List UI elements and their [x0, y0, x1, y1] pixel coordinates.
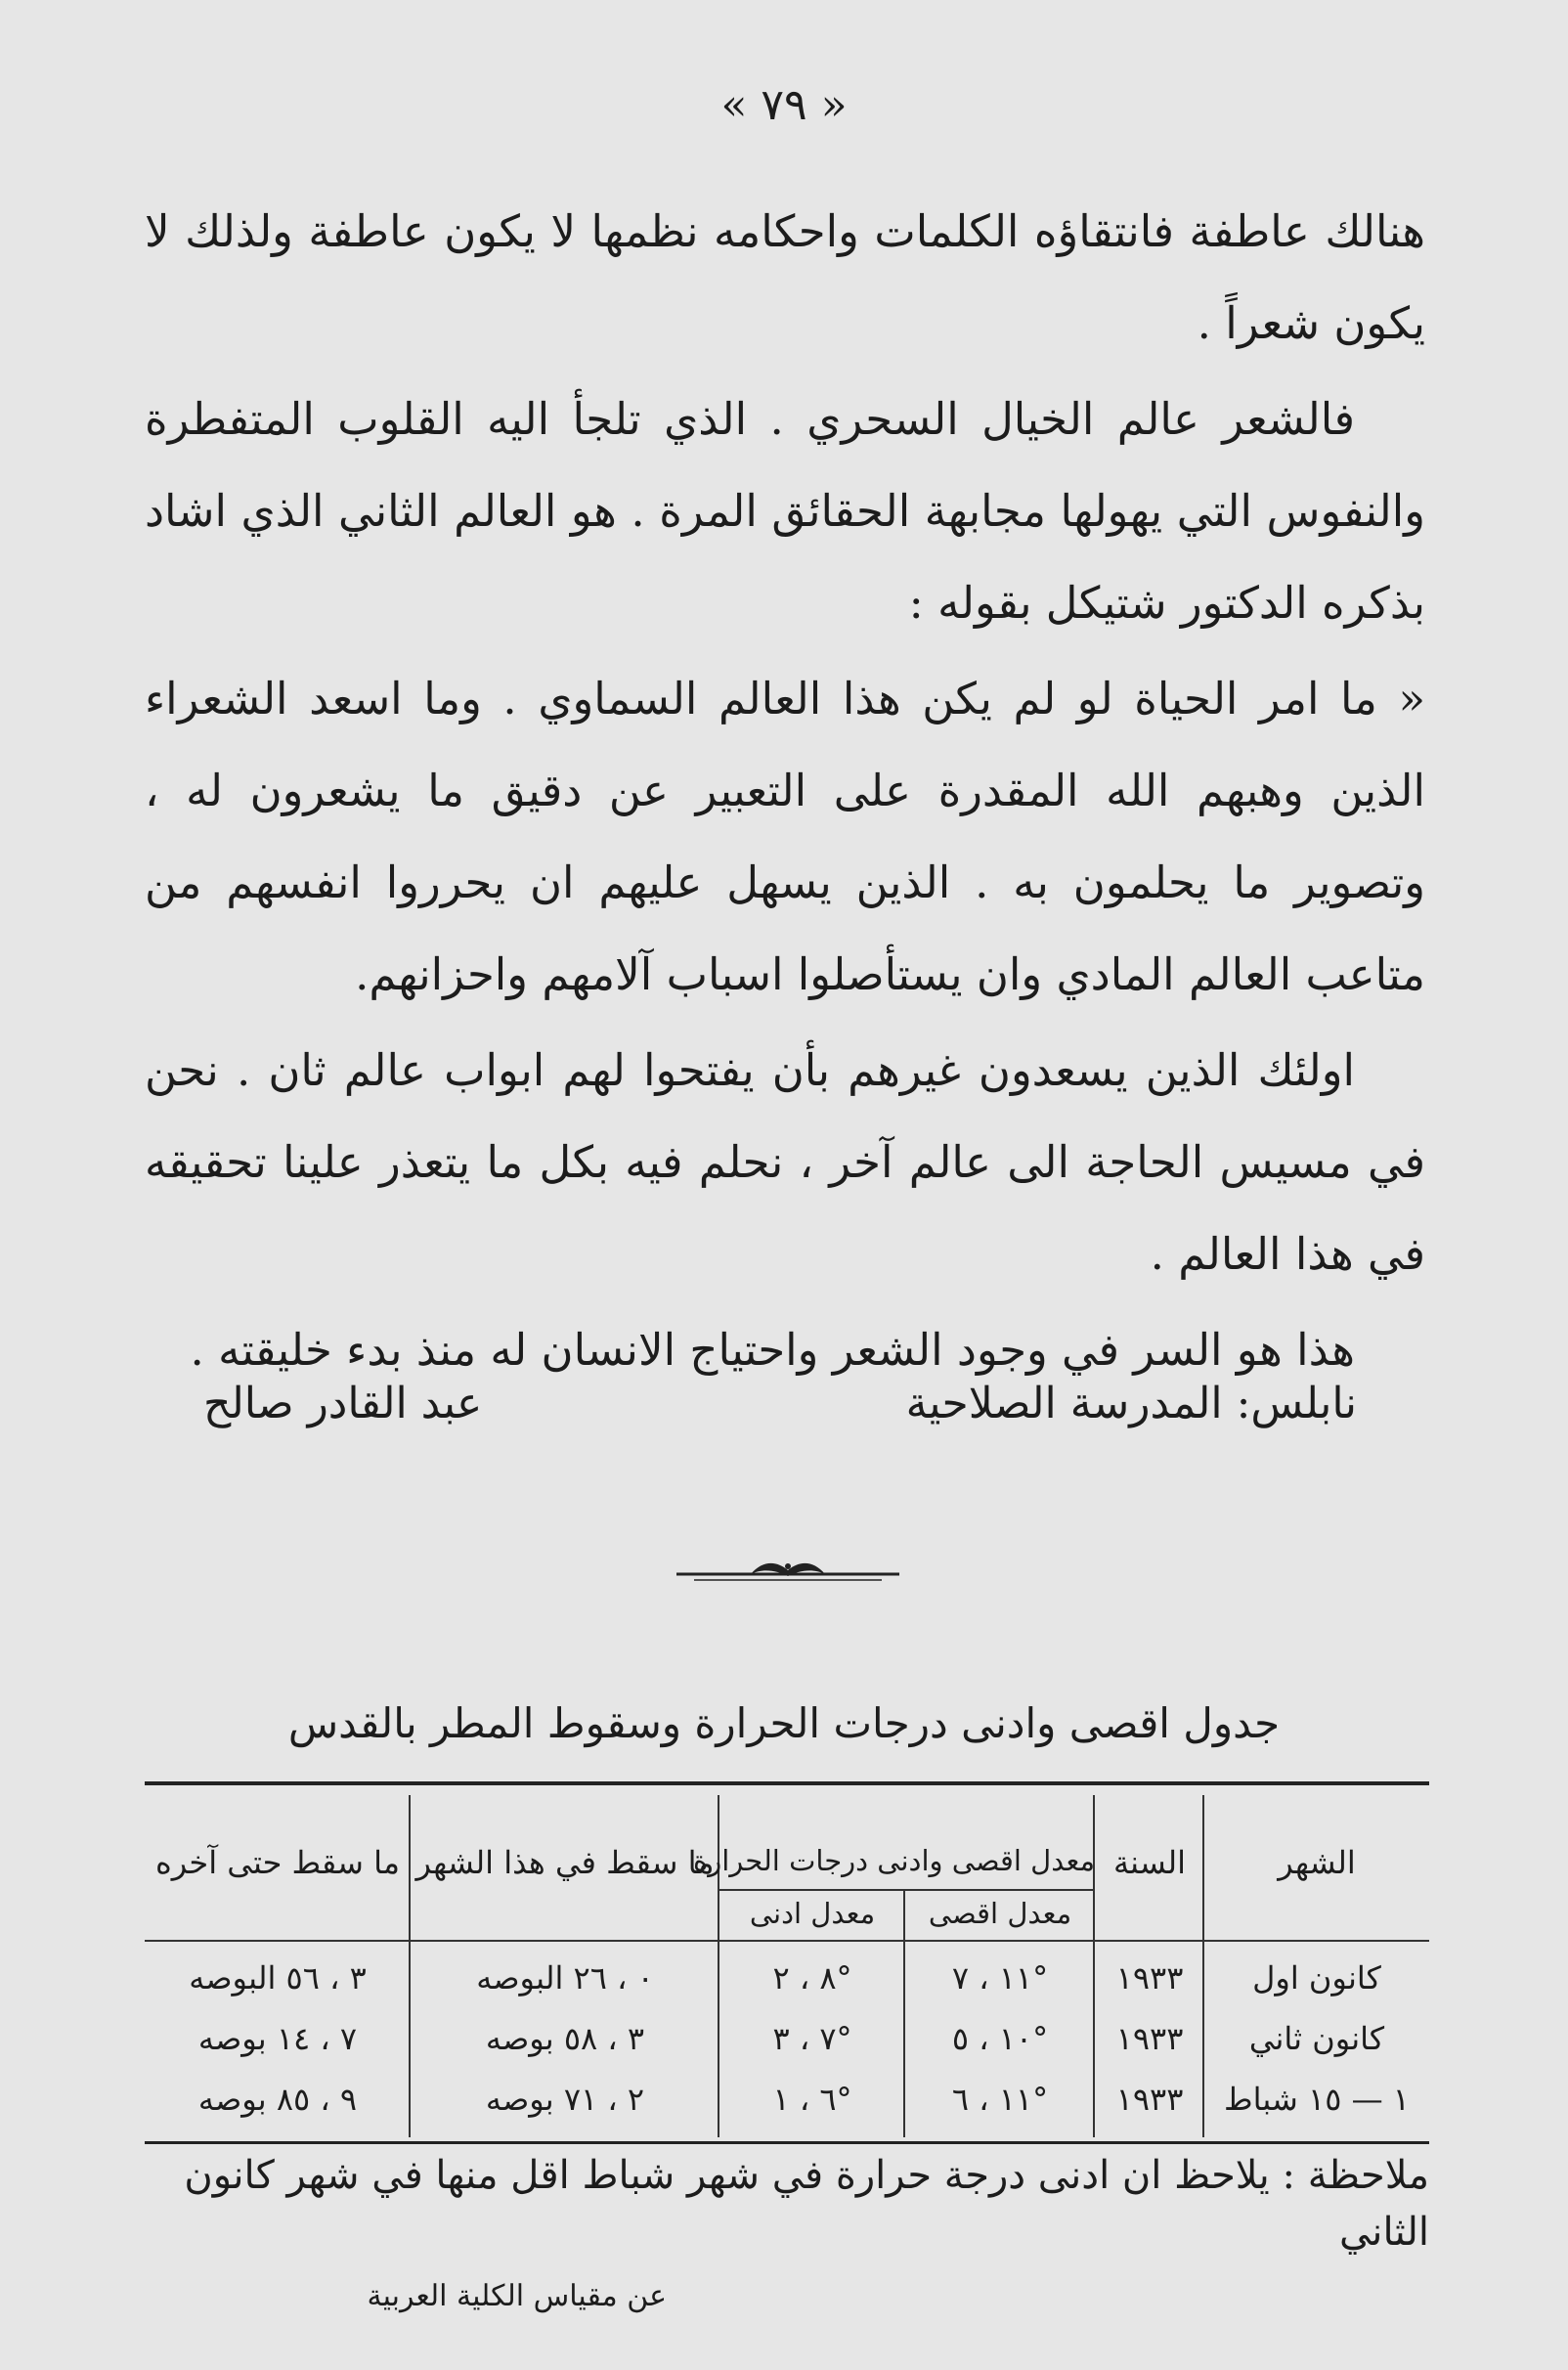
cell-min: °٨ ، ٢: [772, 1959, 852, 1997]
table-top-rule: [145, 1781, 1429, 1785]
header-rain-total: ما سقط حتى آخره: [155, 1844, 400, 1881]
table-bottom-rule: [145, 2141, 1429, 2144]
article-body: [145, 186, 1425, 1400]
header-temp-max: معدل اقصى: [928, 1897, 1072, 1930]
ornament-divider-icon: [675, 1557, 901, 1592]
header-year: السنة: [1113, 1844, 1186, 1881]
header-temp-group: معدل اقصى وادنى درجات الحرارة: [693, 1844, 1095, 1877]
paragraph-5: هذا هو السر في وجود الشعر واحتياج الانسان له منذ بدء خليقته .: [190, 1324, 1355, 1376]
page-number: « ٧٩ »: [720, 80, 848, 130]
cell-year: ١٩٣٣: [1115, 2081, 1184, 2118]
header-temp-min: معدل ادنى: [749, 1897, 876, 1930]
cell-month: كانون اول: [1252, 1959, 1381, 1997]
header-month: الشهر: [1278, 1844, 1356, 1881]
table-caption: جدول اقصى وادنى درجات الحرارة وسقوط المطر بالقدس: [287, 1699, 1281, 1747]
cell-max: °١٠ ، ٥: [951, 2020, 1049, 2057]
cell-year: ١٩٣٣: [1115, 1959, 1184, 1997]
table-note: [145, 2147, 1429, 2333]
cell-rain-total: ٧ ، ١٤ بوصه: [197, 2020, 358, 2057]
cell-rain-month: ٣ ، ٥٨ بوصه: [485, 2020, 645, 2057]
paragraph-1: هنالك عاطفة فانتقاؤه الكلمات واحكامه نظمها لا يكون عاطفة ولذلك لا يكون شعراً .: [145, 205, 1425, 349]
header-subrule: [719, 1889, 1095, 1891]
paragraph-4: اولئك الذين يسعدون غيرهم بأن يفتحوا لهم ابواب عالم ثان . نحن في مسيس الحاجة الى عالم آخر ، نحلم فيه بكل ما يتعذر علينا تحقيقه في هذا العالم .: [145, 1044, 1425, 1280]
weather-table: [145, 1781, 1429, 2143]
cell-month: ١ — ١٥ شباط: [1224, 2081, 1410, 2118]
cell-max: °١١ ، ٦: [951, 2081, 1049, 2118]
signature-author: عبد القادر صالح: [203, 1379, 483, 1428]
note-source: عن مقياس الكلية العربية: [367, 2279, 667, 2313]
signature-place: نابلس: المدرسة الصلاحية: [905, 1379, 1357, 1428]
cell-month: كانون ثاني: [1248, 2020, 1385, 2057]
cell-rain-total: ٣ ، ٥٦ البوصه: [189, 1959, 367, 1997]
quote-paragraph: « ما امر الحياة لو لم يكن هذا العالم السماوي . وما اسعد الشعراء الذين وهبهم الله المقدرة على التعبير عن دقيق ما يشعرون له ، وتصوير ما يحلمون به . الذين يسهل عليهم ان يحرروا انفسهم من متاعب العالم المادي وان يستأصلوا اسباب آلامهم واحزانهم.: [145, 673, 1425, 1000]
header-rain-month: ما سقط في هذا الشهر: [415, 1844, 715, 1881]
note-text: ملاحظة : يلاحظ ان ادنى درجة حرارة في شهر شباط اقل منها في شهر كانون الثاني: [184, 2153, 1429, 2255]
cell-rain-total: ٩ ، ٨٥ بوصه: [197, 2081, 358, 2118]
cell-year: ١٩٣٣: [1115, 2020, 1184, 2057]
paragraph-2: فالشعر عالم الخيال السحري . الذي تلجأ اليه القلوب المتفطرة والنفوس التي يهولها مجابهة الحقائق المرة . هو العالم الثاني الذي اشاد بذكره الدكتور شتيكل بقوله :: [145, 393, 1425, 629]
cell-min: °٧ ، ٣: [772, 2020, 852, 2057]
cell-max: °١١ ، ٧: [951, 1959, 1049, 1997]
cell-rain-month: ٢ ، ٧١ بوصه: [485, 2081, 645, 2118]
cell-min: °٦ ، ١: [772, 2081, 852, 2118]
cell-rain-month: ٠ ، ٢٦ البوصه: [476, 1959, 654, 1997]
header-bottom-rule: [145, 1940, 1429, 1942]
signature-line: [145, 1379, 1357, 1447]
